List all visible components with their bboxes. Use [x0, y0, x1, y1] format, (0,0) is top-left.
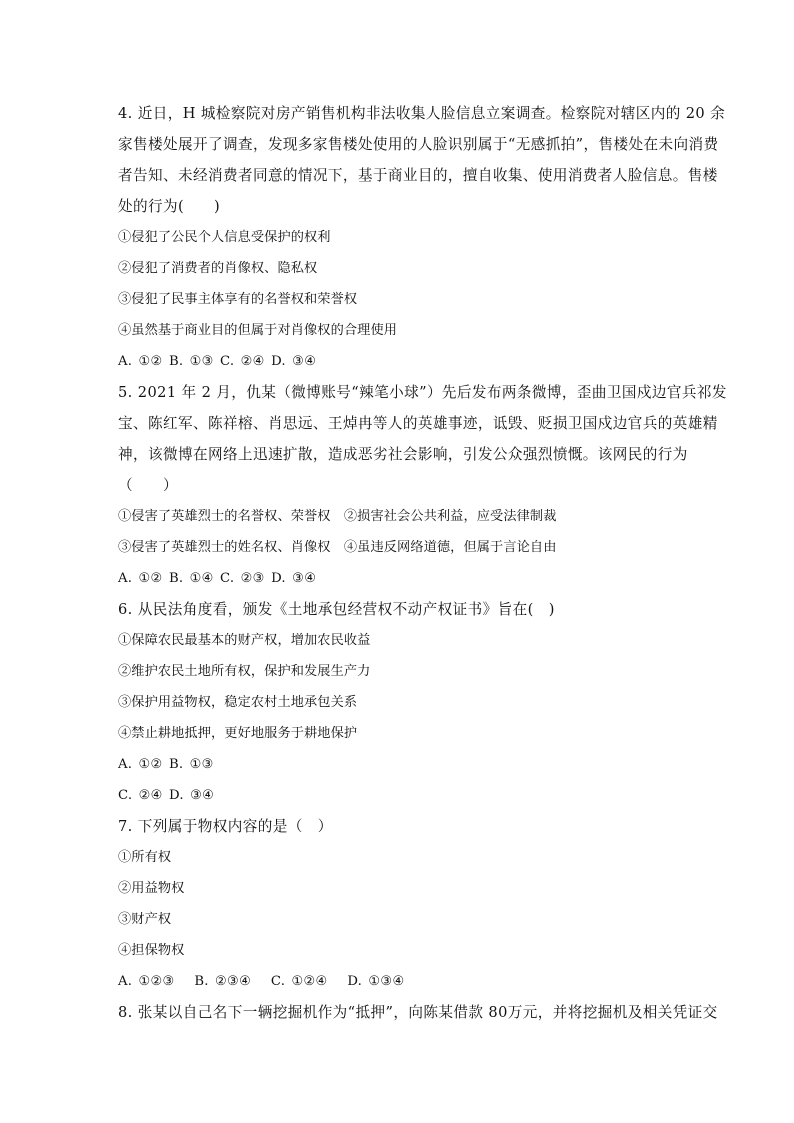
question-4-option-3: ③侵犯了民事主体享有的名誉权和荣誉权 [118, 292, 358, 307]
question-6 [118, 594, 678, 811]
question-5-option-row-1: ①侵害了英雄烈士的名誉权、荣誉权 ②损害社会公共利益，应受法律制裁 [118, 509, 557, 524]
question-4-stem-line-2: 家售楼处展开了调查，发现多家售楼处使用的人脸识别属于“无感抓拍”，售楼处在未向消费 [118, 136, 719, 153]
exam-page [118, 98, 727, 1028]
question-5-option-row-2: ③侵害了英雄烈士的姓名权、肖像权 ④虽违反网络道德，但属于言论自由 [118, 540, 557, 555]
question-6-option-4: ④禁止耕地抵押，更好地服务于耕地保护 [118, 726, 358, 741]
question-5-answer-choices: A. ①② B. ①④ C. ②③ D. ③④ [118, 571, 317, 586]
question-7-option-2: ②用益物权 [118, 881, 185, 896]
question-6-answer-choices-row-1: A. ①② B. ①③ [118, 757, 214, 772]
question-7 [118, 811, 678, 997]
question-6-option-2: ②维护农民土地所有权，保护和发展生产力 [118, 664, 371, 679]
question-6-stem-line-1: 6. 从民法角度看，颁发《土地承包经营权不动产权证书》旨在( ) [118, 601, 555, 618]
question-5-stem-line-2: 宝、陈红军、陈祥榕、肖思远、王焯冉等人的英雄事迹，诋毁、贬损卫国戍边官兵的英雄精 [118, 415, 718, 432]
question-5-stem-line-3: 神，该微博在网络上迅速扩散，造成恶劣社会影响，引发公众强烈愤慨。该网民的行为 [118, 446, 688, 463]
question-8-stem-line-1: 8. 张某以自己名下一辆挖掘机作为“抵押”，向陈某借款 80万元，并将挖掘机及相关凭证交 [118, 1004, 718, 1021]
question-4-stem-line-3: 者告知、未经消费者同意的情况下，基于商业目的，擅自收集、使用消费者人脸信息。售楼 [118, 167, 718, 184]
question-4 [118, 98, 726, 377]
question-6-answer-choices-row-2: C. ②④ D. ③④ [118, 788, 215, 803]
question-7-option-4: ④担保物权 [118, 943, 185, 958]
question-4-stem-line-1: 4. 近日，H 城检察院对房产销售机构非法收集人脸信息立案调查。检察院对辖区内的 20 余 [118, 105, 726, 122]
question-7-option-1: ①所有权 [118, 850, 172, 865]
question-4-option-2: ②侵犯了消费者的肖像权、隐私权 [118, 261, 318, 276]
question-4-option-4: ④虽然基于商业目的但属于对肖像权的合理使用 [118, 323, 398, 338]
question-6-option-1: ①保障农民最基本的财产权，增加农民收益 [118, 633, 371, 648]
question-6-option-3: ③保护用益物权，稳定农村土地承包关系 [118, 695, 358, 710]
question-7-stem-line-1: 7. 下列属于物权内容的是（ ） [118, 818, 333, 835]
question-5-stem-line-4: （ ） [118, 477, 178, 494]
question-4-stem-line-4: 处的行为( ) [118, 198, 221, 215]
question-8 [118, 997, 718, 1028]
question-4-answer-choices: A. ①② B. ①③ C. ②④ D. ③④ [118, 354, 317, 369]
question-5-stem-line-1: 5. 2021 年 2 月，仇某（微博账号“辣笔小球”）先后发布两条微博，歪曲卫国戍边官兵祁发 [118, 384, 727, 401]
question-7-option-3: ③财产权 [118, 912, 172, 927]
question-7-answer-choices: A. ①②③ B. ②③④ C. ①②④ D. ①③④ [118, 974, 405, 989]
question-4-option-1: ①侵犯了公民个人信息受保护的权利 [118, 230, 331, 245]
question-5 [118, 377, 727, 594]
